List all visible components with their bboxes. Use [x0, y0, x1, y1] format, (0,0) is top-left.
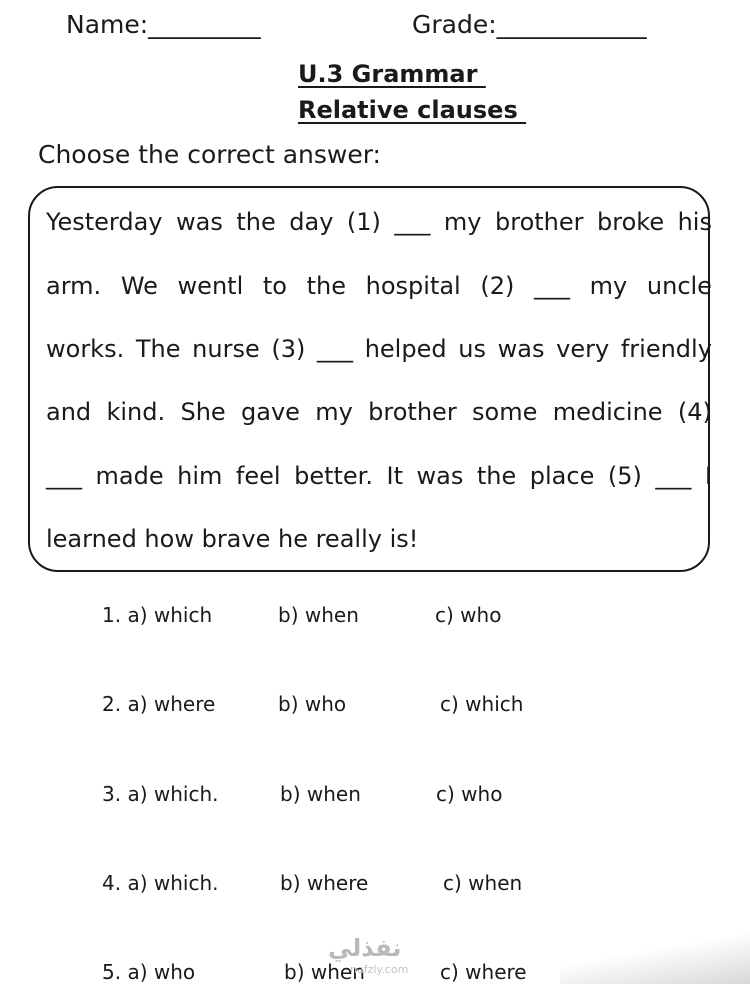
passage-word: gave — [241, 398, 300, 426]
answer-blank[interactable]: ___ — [394, 208, 431, 236]
passage-word: (5) — [607, 462, 642, 490]
answer-option-c[interactable]: c) who — [435, 603, 502, 627]
watermark-logo: نفذلي — [328, 934, 402, 962]
answer-blank[interactable]: ___ — [655, 462, 692, 490]
passage-word: us — [458, 335, 486, 363]
passage-word: (1) — [346, 208, 381, 236]
answer-option-a[interactable]: 3. a) which. — [102, 782, 219, 806]
passage-word: to — [262, 272, 287, 300]
passage-word: learned how brave he really is! — [46, 525, 419, 553]
grade-field[interactable]: Grade:____________ — [412, 10, 647, 39]
passage-word: (2) — [480, 272, 515, 300]
lesson-title: Relative clauses — [298, 96, 527, 124]
name-field[interactable]: Name:_________ — [66, 10, 261, 39]
passage-word: helped — [364, 335, 447, 363]
passage-word: day — [289, 208, 334, 236]
answer-option-a[interactable]: 1. a) which — [102, 603, 213, 627]
page-shadow — [560, 930, 750, 984]
unit-title: U.3 Grammar — [298, 60, 486, 88]
passage-word: (3) — [271, 335, 306, 363]
passage-word: the — [236, 208, 276, 236]
answer-option-b[interactable]: b) when — [278, 603, 359, 627]
passage-word: was — [176, 208, 223, 236]
passage-word: kind. — [106, 398, 166, 426]
passage-word: very — [556, 335, 610, 363]
answer-option-c[interactable]: c) who — [436, 782, 503, 806]
passage-line — [46, 334, 712, 364]
passage-word: medicine — [552, 398, 663, 426]
passage-word: It — [386, 462, 403, 490]
passage-line — [46, 461, 712, 491]
passage-word: my — [443, 208, 482, 236]
answer-option-c[interactable]: c) which — [440, 692, 524, 716]
passage-word: feel — [235, 462, 281, 490]
passage-word: Yesterday — [46, 208, 163, 236]
passage-word: The — [135, 335, 181, 363]
passage-word: We — [120, 272, 158, 300]
passage-word: broke — [597, 208, 665, 236]
passage-word: I — [704, 462, 712, 490]
passage-line — [46, 271, 712, 301]
passage-word: made — [95, 462, 164, 490]
passage-word: nurse — [192, 335, 260, 363]
passage-line — [46, 207, 712, 237]
answer-option-b[interactable]: b) when — [284, 960, 365, 984]
answer-blank[interactable]: ___ — [46, 462, 82, 490]
passage-word: and — [46, 398, 92, 426]
answer-option-a[interactable]: 2. a) where — [102, 692, 216, 716]
passage-word: better. — [294, 462, 373, 490]
passage-line — [46, 397, 712, 427]
answer-option-c[interactable]: c) where — [440, 960, 527, 984]
passage-word: She — [180, 398, 226, 426]
passage-word: the — [306, 272, 346, 300]
passage-word: place — [529, 462, 595, 490]
passage-word: brother — [495, 208, 584, 236]
passage-word: him — [177, 462, 223, 490]
passage-word: the — [476, 462, 517, 490]
passage-word: arm. — [46, 272, 102, 300]
passage-word: friendly — [620, 335, 712, 363]
passage-word: was — [416, 462, 464, 490]
passage-word: his — [677, 208, 712, 236]
passage-word: my — [589, 272, 628, 300]
answer-blank[interactable]: ___ — [317, 335, 354, 363]
answer-option-c[interactable]: c) when — [443, 871, 523, 895]
passage-word: (4) — [677, 398, 712, 426]
answer-option-a[interactable]: 4. a) which. — [102, 871, 219, 895]
answer-option-b[interactable]: b) when — [280, 782, 361, 806]
passage-word: some — [472, 398, 538, 426]
passage-word: hospital — [365, 272, 461, 300]
passage-word: uncle — [646, 272, 712, 300]
passage-line — [46, 524, 712, 554]
passage-box — [28, 186, 710, 572]
passage-word: brother — [368, 398, 457, 426]
passage-word: wentl — [177, 272, 244, 300]
answer-option-b[interactable]: b) where — [280, 871, 369, 895]
passage-word: works. — [46, 335, 125, 363]
instructions: Choose the correct answer: — [38, 140, 381, 169]
passage-word: was — [497, 335, 545, 363]
passage-word: my — [315, 398, 353, 426]
watermark-domain: nafzly.com — [350, 963, 409, 976]
answer-option-a[interactable]: 5. a) who — [102, 960, 196, 984]
answer-blank[interactable]: ___ — [534, 272, 571, 300]
answer-option-b[interactable]: b) who — [278, 692, 347, 716]
